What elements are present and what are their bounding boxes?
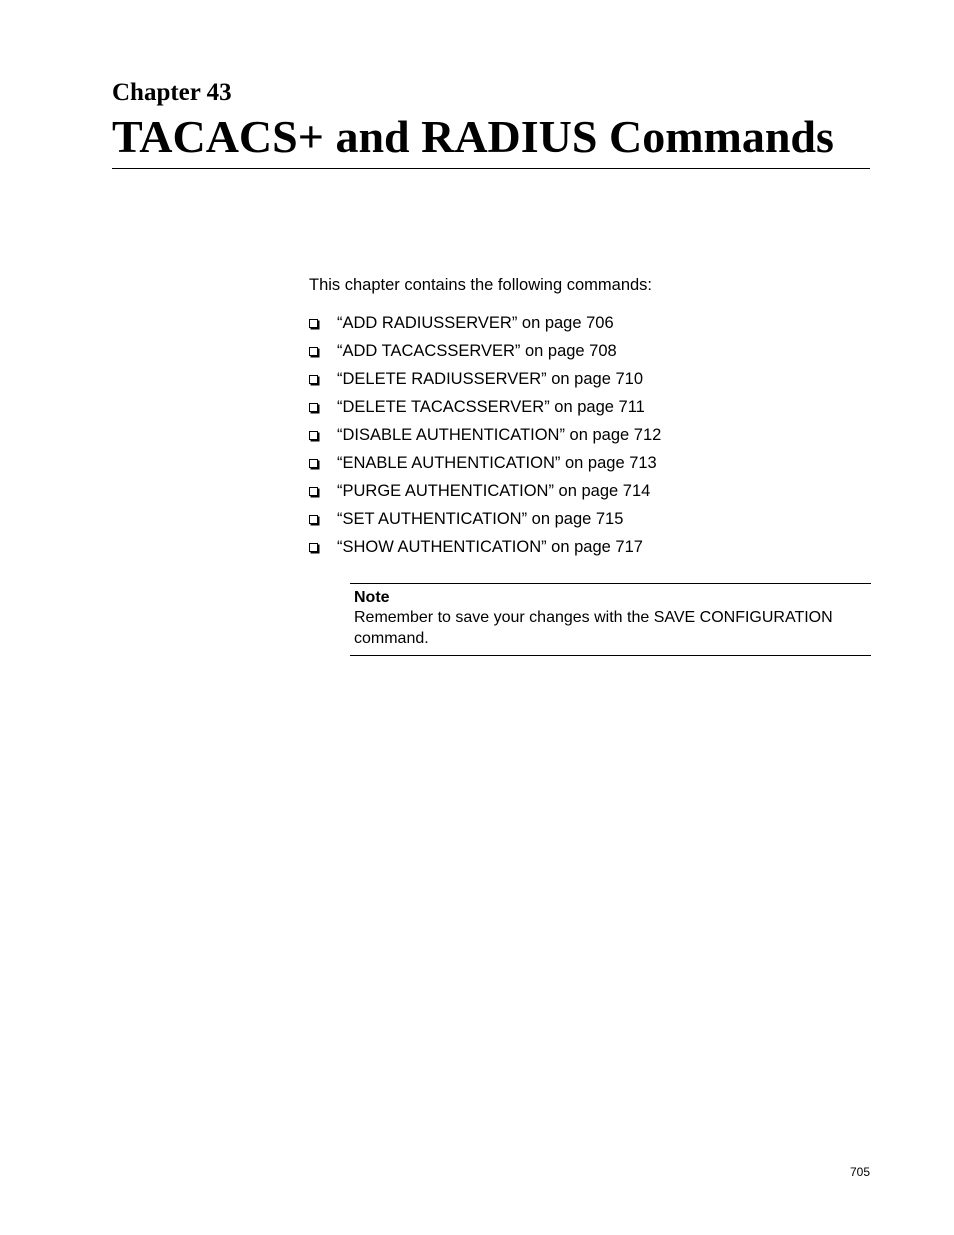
command-link[interactable]: “DISABLE AUTHENTICATION” on page 712	[337, 426, 662, 444]
checkbox-bullet-icon	[309, 347, 318, 356]
command-link[interactable]: “DELETE TACACSSERVER” on page 711	[337, 398, 645, 416]
checkbox-bullet-icon	[309, 375, 318, 384]
checkbox-bullet-icon	[309, 515, 318, 524]
checkbox-bullet-icon	[309, 319, 318, 328]
command-link[interactable]: “ENABLE AUTHENTICATION” on page 713	[337, 454, 657, 472]
checkbox-bullet-icon	[309, 459, 318, 468]
title-divider	[112, 168, 870, 169]
chapter-title: TACACS+ and RADIUS Commands	[112, 111, 834, 162]
note-heading: Note	[354, 589, 390, 606]
checkbox-bullet-icon	[309, 403, 318, 412]
chapter-label: Chapter 43	[112, 79, 232, 106]
note-body: Remember to save your changes with the SAVE CONFIGURATION command.	[354, 609, 833, 647]
intro-text: This chapter contains the following commands:	[309, 276, 653, 294]
checkbox-bullet-icon	[309, 487, 318, 496]
note-box	[350, 583, 871, 656]
command-link[interactable]: “ADD RADIUSSERVER” on page 706	[337, 314, 614, 332]
checkbox-bullet-icon	[309, 431, 318, 440]
command-link[interactable]: “SHOW AUTHENTICATION” on page 717	[337, 538, 643, 556]
page-number: 705	[849, 1165, 870, 1179]
command-link[interactable]: “DELETE RADIUSSERVER” on page 710	[337, 370, 643, 388]
command-link[interactable]: “PURGE AUTHENTICATION” on page 714	[337, 482, 651, 500]
command-link[interactable]: “SET AUTHENTICATION” on page 715	[337, 510, 624, 528]
checkbox-bullet-icon	[309, 543, 318, 552]
command-link[interactable]: “ADD TACACSSERVER” on page 708	[337, 342, 617, 360]
